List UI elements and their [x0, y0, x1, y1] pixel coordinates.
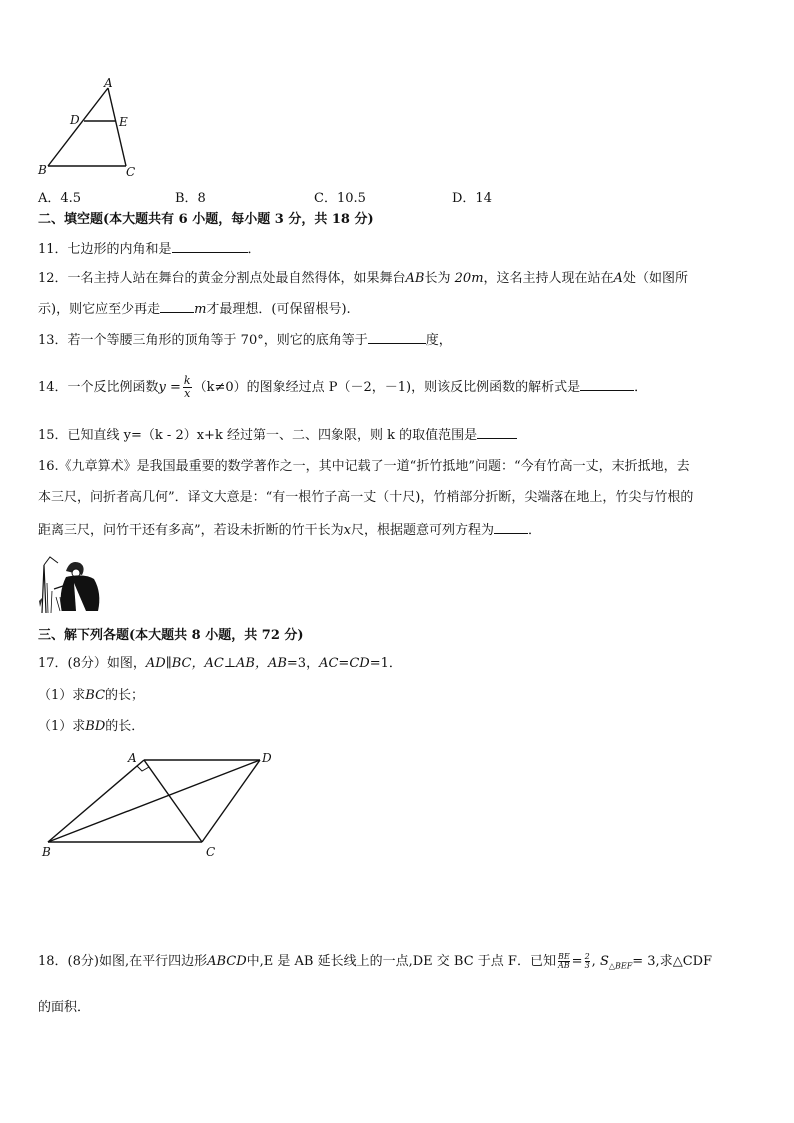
q12-l2-a: 示)，则它应至少再走 [38, 302, 161, 317]
q14-answer-blank[interactable] [580, 378, 634, 391]
q17-stem-b: AD∥BC，AC⊥AB，AB [145, 656, 287, 671]
q18-ratio [558, 953, 570, 970]
q17-p1-a: （1）求 [38, 688, 86, 703]
question-18-line-2: 的面积． [38, 1000, 91, 1015]
question-16-line-2: 本三尺，问折者高几何”．译文大意是：“有一根竹子高一丈（十尺)，竹梢部分折断，尖端落在地上，竹尖与竹根的 [38, 490, 694, 505]
side-ab [48, 760, 144, 842]
question-15 [38, 426, 517, 445]
label-e: E [119, 115, 128, 129]
q14-end: ． [634, 380, 648, 395]
q11-answer-blank[interactable] [172, 240, 248, 253]
q14-a: 14．一个反比例函数 [38, 380, 159, 395]
q18-abcd: ABCD [207, 954, 247, 969]
q13-text: 13．若一个等腰三角形的顶角等于 70°，则它的底角等于 [38, 333, 368, 348]
question-16-line-1: 16.《九章算术》是我国最重要的数学著作之一，其中记载了一道“折竹抵地”问题：“今有竹高一丈，末折抵地，去 [38, 459, 690, 474]
q17-p2-c: 的长． [105, 719, 145, 734]
q17-stem-d: AC [319, 656, 339, 671]
q12-l1-a: 12．一名主持人站在舞台的黄金分割点处最自然得体，如果舞台 [38, 271, 406, 286]
q12-answer-blank[interactable] [160, 300, 194, 313]
label-a: A [128, 751, 137, 765]
q15-answer-blank[interactable] [477, 426, 517, 439]
option-d[interactable]: D．14 [452, 191, 492, 206]
q12-point-a: A [613, 271, 623, 286]
diagonal-bd [48, 760, 260, 842]
q14-b: （k≠0）的图象经过点 P（－2，－1)，则该反比例函数的解析式是 [193, 380, 581, 395]
q17-p1-b: BC [85, 688, 106, 703]
q18-eq: = [571, 954, 583, 969]
q17-p1-c: 的长； [105, 688, 145, 703]
q15-text: 15．已知直线 y=（k - 2）x+k 经过第一、二、四象限，则 k 的取值范围是 [38, 428, 478, 443]
side-ab [48, 88, 108, 166]
q18-value [585, 953, 590, 970]
question-11 [38, 240, 261, 259]
question-16-line-3 [38, 521, 541, 540]
q18-area-symbol: S [599, 954, 609, 969]
label-c: C [126, 165, 136, 179]
q14-fraction [183, 375, 192, 400]
parallelogram-figure [36, 748, 286, 860]
q14-fraction-denominator: x [184, 387, 191, 400]
q18-ratio-numerator: BE [557, 952, 570, 961]
option-c[interactable]: C．10.5 [314, 191, 366, 206]
q17-stem-a: 17．(8分）如图， [38, 656, 146, 671]
q16-x: x [343, 523, 351, 538]
label-b: B [38, 163, 47, 177]
q18-b: 中,E 是 AB 延长线上的一点,DE 交 BC 于点 F．已知 [246, 954, 556, 969]
q12-unit: m [194, 302, 207, 317]
q17-stem-c: =3， [286, 656, 320, 671]
question-12-line-2 [38, 300, 351, 319]
question-13 [38, 331, 452, 350]
option-b[interactable]: B．8 [175, 191, 206, 206]
q17-p2-a: （1）求 [38, 719, 86, 734]
q12-l1-d: 处（如图所 [622, 271, 688, 286]
label-c: C [206, 845, 216, 859]
q18-ratio-denominator: AB [557, 961, 570, 970]
option-a[interactable]: A．4.5 [38, 191, 82, 206]
q14-fraction-numerator: k [183, 374, 191, 387]
q12-length: 20m [454, 271, 484, 286]
question-17-stem [38, 655, 402, 673]
q11-end: ． [247, 242, 261, 257]
label-d: D [70, 113, 80, 127]
q12-l1-b: 长为 [424, 271, 451, 286]
question-17-part-1 [38, 687, 144, 705]
q18-value-numerator: 2 [584, 952, 590, 961]
bamboo-illustration [36, 553, 112, 615]
question-12-line-1 [38, 270, 688, 288]
q18-value-denominator: 3 [584, 961, 590, 970]
q12-ab: AB [405, 271, 425, 286]
label-d: D [262, 751, 272, 765]
q13-end: 度， [425, 333, 452, 348]
q17-stem-g: =1． [369, 656, 402, 671]
q18-area-eq: = 3,求△CDF [632, 954, 713, 969]
question-17-part-2 [38, 718, 144, 736]
q18-area-subscript: △BEF [608, 961, 633, 971]
q16-answer-blank[interactable] [494, 521, 528, 534]
side-cd [202, 760, 260, 842]
q14-y: y = [158, 380, 181, 395]
q13-answer-blank[interactable] [368, 331, 426, 344]
q17-p2-b: BD [85, 719, 106, 734]
q16-l3-a: 距离三尺，问竹干还有多高”，若设未折断的竹干长为 [38, 523, 344, 538]
triangle-figure [36, 76, 146, 184]
question-18: 18．(8分)如图,在平行四边形ABCD中,E 是 AB 延长线上的一点,DE 交 BC 于点 F．已知 $\frac{BE}{AB}$ = $\frac{2}{3}$ , $S_{\triangle BEF}= 3$,求△CDF [38, 952, 713, 971]
right-angle-mark [137, 766, 149, 771]
q12-l2-b: 才最理想．(可保留根号). [206, 302, 351, 317]
q17-stem-f: CD [349, 656, 370, 671]
section-2-title: 二、填空题(本大题共有 6 小题，每小题 3 分，共 18 分) [38, 212, 374, 227]
q18-a: 18．(8分)如图,在平行四边形 [38, 954, 208, 969]
q16-l3-end: ． [528, 523, 542, 538]
q11-text: 11．七边形的内角和是 [38, 242, 172, 257]
section-3-title: 三、解下列各题(本大题共 8 小题，共 72 分) [38, 628, 304, 643]
question-14 [38, 371, 647, 405]
label-b: B [42, 845, 51, 859]
q16-l3-b: 尺，根据题意可列方程为 [351, 523, 495, 538]
label-a: A [104, 76, 113, 90]
q12-l1-c: ，这名主持人现在站在 [483, 271, 614, 286]
q17-stem-e: = [338, 656, 350, 671]
